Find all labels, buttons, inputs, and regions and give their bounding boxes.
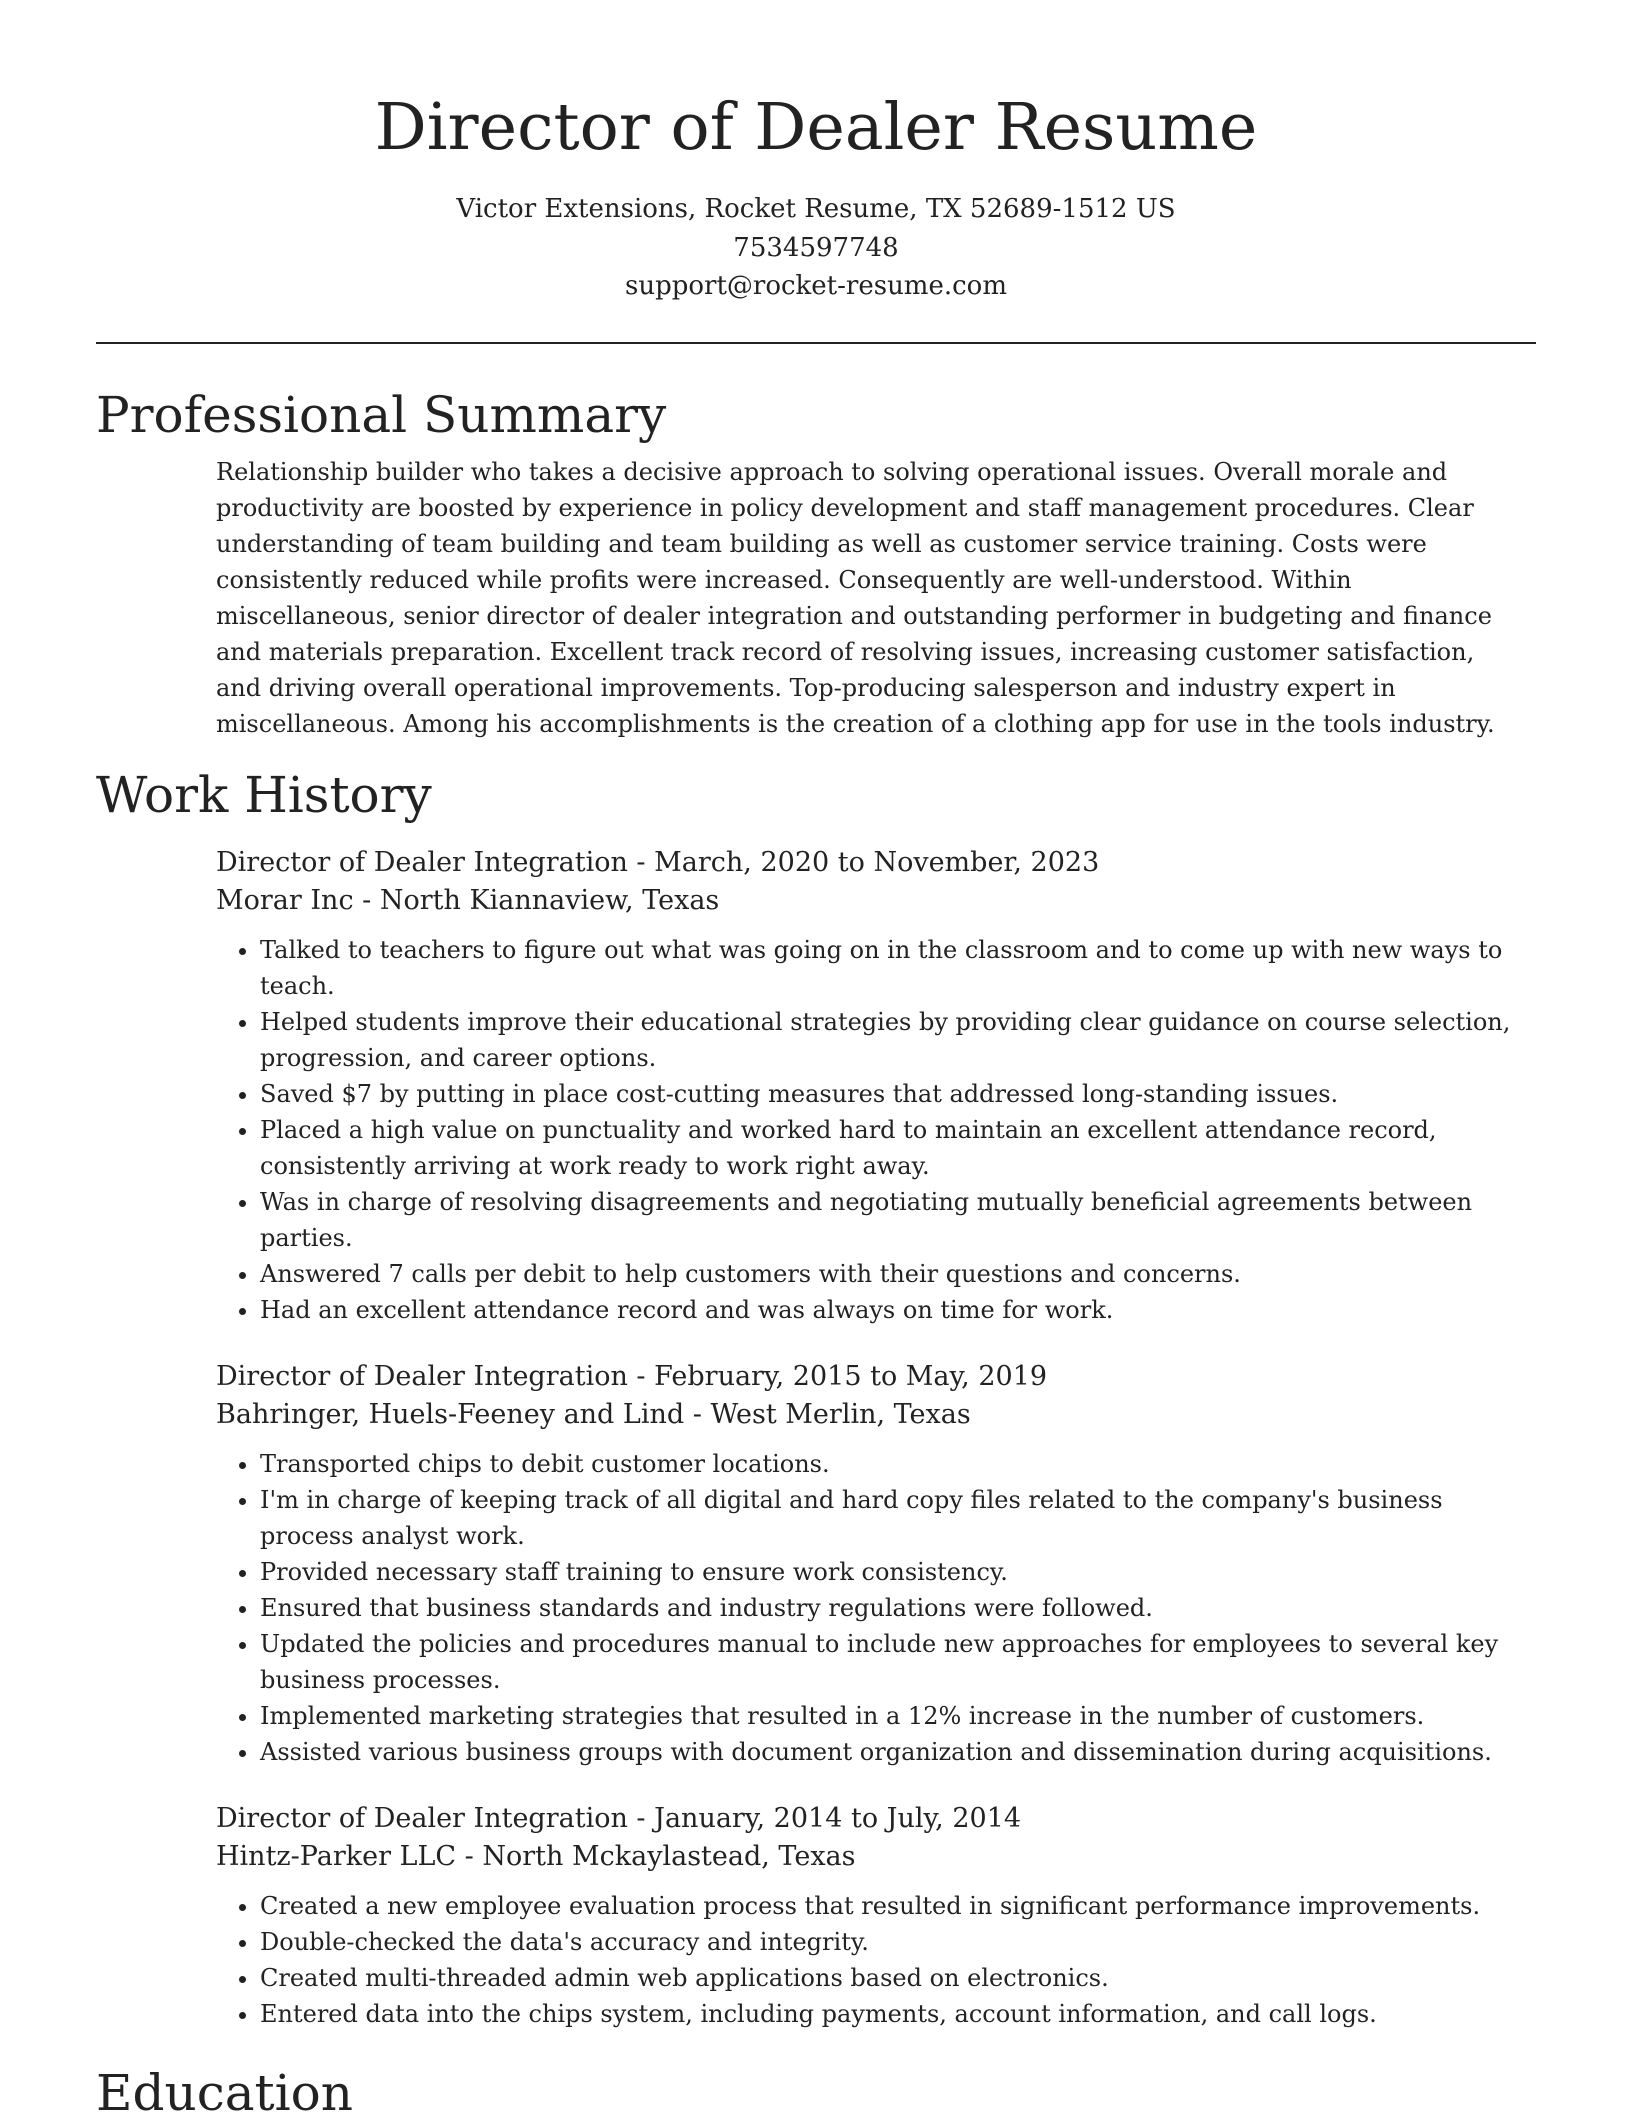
job-role-line (216, 844, 1514, 882)
job-company-line (216, 1838, 1514, 1876)
job-bullet: • Transported chips to debit customer locations. (260, 1446, 1514, 1482)
resume-title: Director of Dealer Resume (374, 90, 1258, 165)
job-company-line (216, 1396, 1514, 1434)
section-title-work: Work History (96, 766, 432, 824)
job-company: Morar Inc (216, 885, 354, 916)
job-role: Director of Dealer Integration (216, 847, 628, 878)
job-role-line (216, 1358, 1514, 1396)
job-location: West Merlin, Texas (710, 1399, 971, 1430)
job-separator: - (627, 847, 655, 878)
job-entry (216, 1800, 1514, 2032)
job-entry (216, 1358, 1514, 1770)
job-dates: March, 2020 to November, 2023 (654, 847, 1100, 878)
job-bullet: • Talked to teachers to figure out what was going on in the classroom and to come up with new ways to teach. (260, 932, 1514, 1004)
job-role-line (216, 1800, 1514, 1838)
job-bullets (216, 932, 1514, 1328)
job-bullet: • Ensured that business standards and industry regulations were followed. (260, 1590, 1514, 1626)
job-role: Director of Dealer Integration (216, 1361, 628, 1392)
section-work-history (96, 764, 1536, 2032)
header-divider (96, 342, 1536, 344)
job-bullet: • Updated the policies and procedures manual to include new approaches for employees to several key business processes. (260, 1626, 1514, 1698)
resume-body (96, 384, 1536, 2124)
job-separator: - (627, 1803, 655, 1834)
job-bullet: • Entered data into the chips system, including payments, account information, and call logs. (260, 1996, 1514, 2032)
contact-phone: 7534597748 (733, 232, 899, 263)
job-location: North Mckaylastead, Texas (482, 1841, 856, 1872)
job-separator: - (684, 1399, 711, 1430)
job-company: Bahringer, Huels-Feeney and Lind (216, 1399, 685, 1430)
job-bullet: • Answered 7 calls per debit to help customers with their questions and concerns. (260, 1256, 1514, 1292)
job-bullet: • Assisted various business groups with document organization and dissemination during acquisitions. (260, 1734, 1514, 1770)
job-role: Director of Dealer Integration (216, 1803, 628, 1834)
job-separator: - (353, 885, 380, 916)
job-bullet: • Had an excellent attendance record and was always on time for work. (260, 1292, 1514, 1328)
job-bullet: • Provided necessary staff training to ensure work consistency. (260, 1554, 1514, 1590)
job-entry (216, 844, 1514, 1328)
job-bullet: • Placed a high value on punctuality and worked hard to maintain an excellent attendance record, consistently arriving at work ready to work right away. (260, 1112, 1514, 1184)
job-company: Hintz-Parker LLC (216, 1841, 457, 1872)
section-title-summary: Professional Summary (96, 386, 667, 444)
job-bullet: • Implemented marketing strategies that resulted in a 12% increase in the number of customers. (260, 1698, 1514, 1734)
job-bullets (216, 1888, 1514, 2032)
job-bullet: • Created a new employee evaluation process that resulted in significant performance improvements. (260, 1888, 1514, 1924)
section-education (96, 2062, 1536, 2124)
resume-header (0, 0, 1632, 306)
job-list (216, 844, 1514, 2032)
contact-email: support@rocket-resume.com (624, 271, 1007, 301)
job-separator: - (456, 1841, 483, 1872)
job-company-line (216, 882, 1514, 920)
job-dates: February, 2015 to May, 2019 (654, 1361, 1048, 1392)
job-bullet: • Was in charge of resolving disagreements and negotiating mutually beneficial agreements between parties. (260, 1184, 1514, 1256)
job-location: North Kiannaview, Texas (379, 885, 720, 916)
section-title-education: Education (96, 2064, 353, 2122)
contact-info (0, 190, 1632, 306)
job-bullet: • I'm in charge of keeping track of all digital and hard copy files related to the company's business process analyst work. (260, 1482, 1514, 1554)
section-professional-summary (96, 384, 1536, 742)
job-bullet: • Created multi-threaded admin web applications based on electronics. (260, 1960, 1514, 1996)
job-bullets (216, 1446, 1514, 1770)
job-bullet: • Helped students improve their educational strategies by providing clear guidance on course selection, progression, and career options. (260, 1004, 1514, 1076)
job-bullet: • Saved $7 by putting in place cost-cutting measures that addressed long-standing issues. (260, 1076, 1514, 1112)
job-bullet: • Double-checked the data's accuracy and integrity. (260, 1924, 1514, 1960)
job-dates: January, 2014 to July, 2014 (654, 1803, 1022, 1834)
summary-text: Relationship builder who takes a decisive approach to solving operational issues. Overall morale and productivity are boosted by experience in policy development and staff management procedures. Clear understanding of team building and team building as well as customer service training. Costs were consistently reduced while profits were increased. Consequently are well-understood. Within miscellaneous, senior director of dealer integration and outstanding performer in budgeting and finance and materials preparation. Excellent track record of resolving issues, increasing customer satisfaction, and driving overall operational improvements. Top-producing salesperson and industry expert in miscellaneous. Among his accomplishments is the creation of a clothing app for use in the tools industry. (216, 458, 1495, 738)
contact-address: Victor Extensions, Rocket Resume, TX 52689-1512 US (456, 194, 1176, 224)
job-separator: - (627, 1361, 655, 1392)
